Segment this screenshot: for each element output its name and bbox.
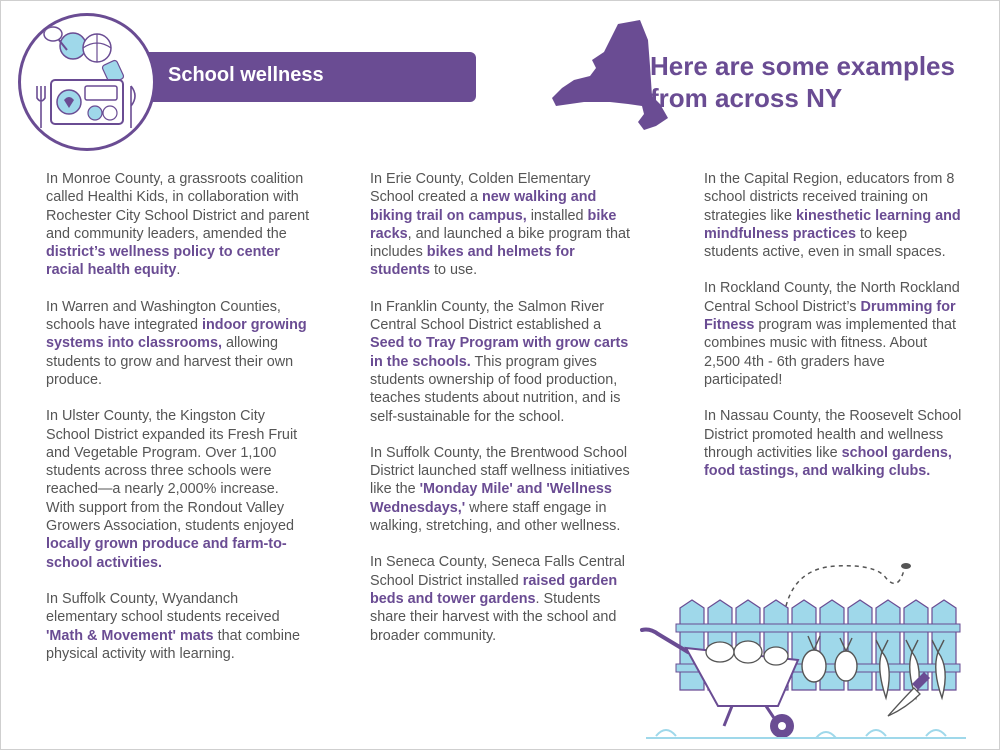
- highlight-text: 'Math & Movement' mats: [46, 627, 214, 644]
- body-text: program was implemented that combines music with fitness. About 2,500 4th - 6th graders have participated!: [704, 317, 956, 388]
- highlight-text: kinesthetic learning and mindfulness practices: [704, 207, 961, 242]
- body-text: In Suffolk County, Wyandanch elementary school students received: [46, 590, 280, 626]
- paragraph: [704, 279, 964, 389]
- column-1: [46, 170, 311, 681]
- highlight-text: Seed to Tray Program with grow carts in the schools.: [370, 335, 629, 370]
- body-text: allowing students to grow and harvest their own produce.: [46, 335, 294, 388]
- paragraph: [370, 170, 635, 280]
- body-text: In Rockland County, the North Rockland Central School District’s: [704, 280, 960, 315]
- body-text: In Seneca County, Seneca Falls Central School District installed: [370, 554, 625, 589]
- body-text: In Erie County, Colden Elementary School created a: [370, 171, 591, 206]
- column-2: [370, 170, 635, 663]
- paragraph: [46, 590, 311, 663]
- body-text: to use.: [429, 262, 478, 279]
- headline: Here are some examples from across NY: [650, 51, 955, 113]
- paragraph: [370, 444, 635, 535]
- body-text: . Students share their harvest with the school and broader community.: [370, 590, 617, 644]
- highlight-text: Drumming for Fitness: [704, 298, 956, 334]
- paragraph: [46, 170, 311, 280]
- highlight-text: indoor growing systems into classrooms,: [46, 317, 307, 352]
- paragraph: [370, 553, 635, 644]
- body-text: that combine physical activity with learning.: [46, 627, 300, 662]
- highlight-text: locally grown produce and farm-to-school activities.: [46, 536, 287, 571]
- garden-wheelbarrow-illustration: [636, 548, 976, 744]
- paragraph: [704, 170, 964, 261]
- body-text: where staff engage in walking, stretching, and other wellness.: [370, 499, 621, 535]
- highlight-text: district’s wellness policy to center racial health equity: [46, 244, 280, 279]
- body-text: This program gives students ownership of food production, teaches students about nutrition, and is self-sustainable for the school.: [370, 353, 621, 425]
- body-text: In Monroe County, a grassroots coalition called Healthi Kids, in collaboration with Rochester City School District and parent and community leaders, amended the: [46, 171, 310, 242]
- school-lunch-tray-icon: [18, 13, 156, 151]
- body-text: .: [176, 262, 181, 279]
- body-text: In Ulster County, the Kingston City School District expanded its Fresh Fruit and Vegetable Program. Over 1,100 students across three schools were reached—a nearly 2,000% increase. With support from the Rondout Valley Growers Association, students enjoyed: [46, 408, 298, 535]
- body-text: In Suffolk County, the Brentwood School District launched staff wellness initiatives like the: [370, 444, 630, 498]
- paragraph: [704, 407, 964, 480]
- highlight-text: bikes and helmets for students: [370, 244, 575, 279]
- paragraph: [370, 298, 635, 426]
- body-text: In the Capital Region, educators from 8 school districts received training on strategies like: [704, 171, 955, 224]
- paragraph: [46, 298, 311, 389]
- highlight-text: bike racks: [370, 207, 617, 242]
- body-text: In Warren and Washington Counties, schools have integrated: [46, 298, 281, 334]
- body-text: In Franklin County, the Salmon River Central School District established a: [370, 298, 605, 334]
- body-text: to keep students active, even in small spaces.: [704, 225, 946, 261]
- paragraph: [46, 407, 311, 572]
- column-3: [704, 170, 964, 498]
- highlight-text: 'Monday Mile' and 'Wellness Wednesdays,': [370, 481, 612, 516]
- section-title: School wellness: [168, 64, 324, 86]
- body-text: installed: [526, 207, 588, 224]
- body-text: In Nassau County, the Roosevelt School District promoted health and wellness through activities like: [704, 408, 962, 461]
- body-text: , and launched a bike program that includes: [370, 225, 631, 261]
- highlight-text: raised garden beds and tower gardens: [370, 572, 618, 607]
- highlight-text: new walking and biking trail on campus,: [370, 189, 597, 224]
- highlight-text: school gardens, food tastings, and walking clubs.: [704, 444, 952, 480]
